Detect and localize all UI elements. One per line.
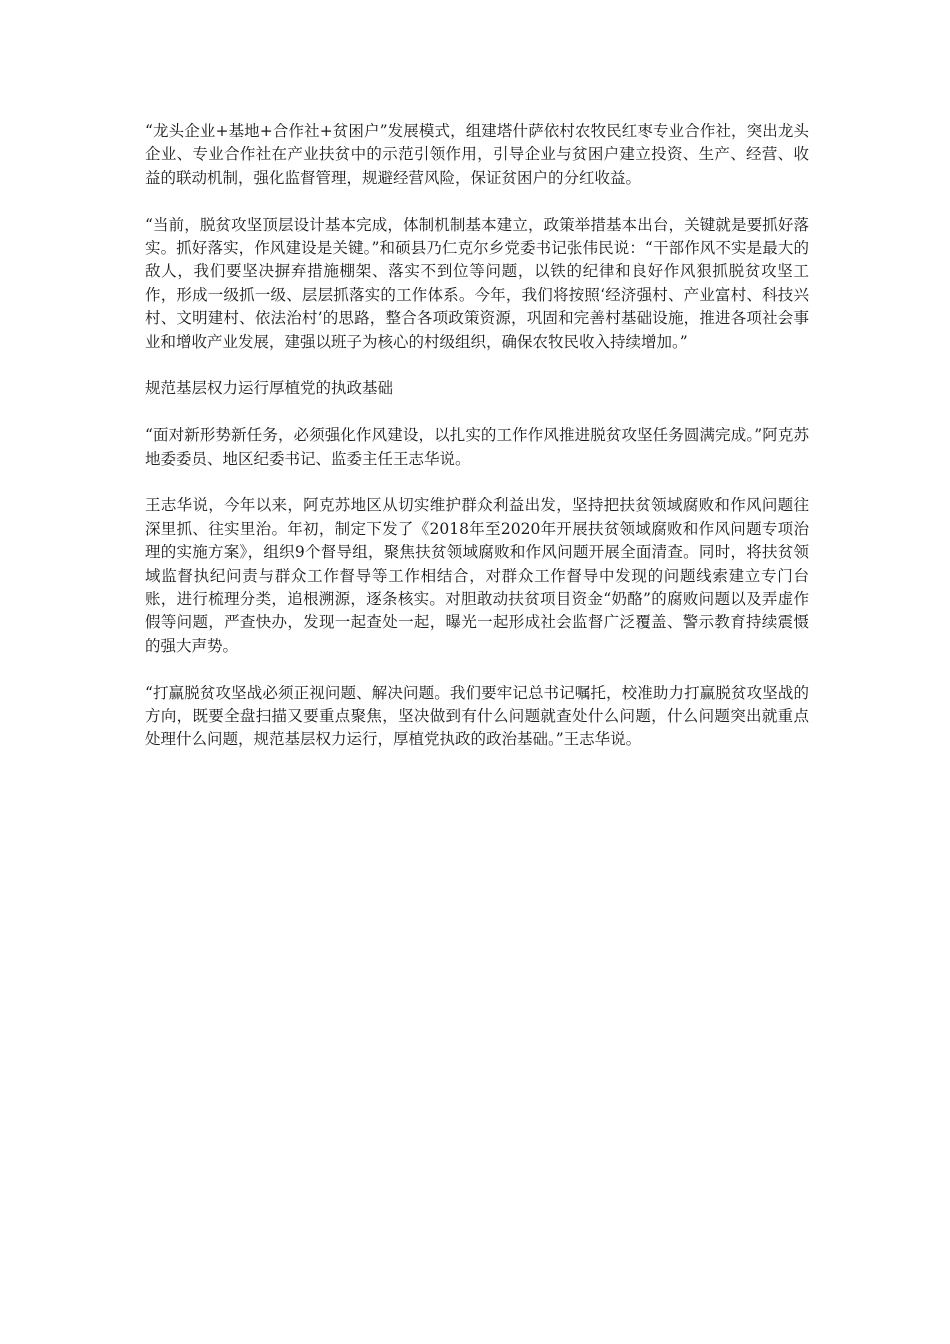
paragraph-zhang-weimin-quote: “当前，脱贫攻坚顶层设计基本完成，体制机制基本建立，政策举措基本出台，关键就是要抓好落实。抓好落实，作风建设是关键。”和硕县乃仁克尔乡党委书记张伟民说：“干部作风不实是最大的敌人，我们要坚决摒弃措施棚架、落实不到位等问题，以铁的纪律和良好作风狠抓脱贫攻坚工作，形成一级抓一级、层层抓落实的工作体系。今年，我们将按照‘经济强村、产业富村、科技兴村、文明建村、依法治村’的思路，整合各项政策资源，巩固和完善村基础设施，推进各项社会事业和增收产业发展，建强以班子为核心的村级组织，确保农牧民收入持续增加。” xyxy=(145,215,809,351)
paragraph-closing-quote: “打赢脱贫攻坚战必须正视问题、解决问题。我们要牢记总书记嘱托，校准助力打赢脱贫攻坚战的方向，既要全盘扫描又要重点聚焦，坚决做到有什么问题就查处什么问题，什么问题突出就重点处理什么问题，规范基层权力运行，厚植党执政的政治基础。”王志华说。 xyxy=(145,683,809,749)
document-body xyxy=(145,120,809,775)
paragraph-wang-zhihua-quote: “面对新形势新任务，必须强化作风建设，以扎实的工作作风推进脱贫攻坚任务圆满完成。”阿克苏地委委员、地区纪委书记、监委主任王志华说。 xyxy=(145,426,809,468)
paragraph-cooperative-model: “龙头企业+基地+合作社+贫困户”发展模式，组建塔什萨依村农牧民红枣专业合作社，突出龙头企业、专业合作社在产业扶贫中的示范引领作用，引导企业与贫困户建立投资、生产、经营、收益的联动机制，强化监督管理，规避经营风险，保证贫困户的分红收益。 xyxy=(145,122,809,187)
section-heading: 规范基层权力运行厚植党的执政基础 xyxy=(145,379,394,398)
paragraph-aksu-anticorruption: 王志华说，今年以来，阿克苏地区从切实维护群众利益出发，坚持把扶贫领域腐败和作风问题往深里抓、往实里治。年初，制定下发了《2018年至2020年开展扶贫领域腐败和作风问题专项治理的实施方案》，组织9个督导组，聚焦扶贫领域腐败和作风问题开展全面清查。同时，将扶贫领域监督执纪问责与群众工作督导等工作相结合，对群众工作督导中发现的问题线索建立专门台账，进行梳理分类，追根溯源，逐条核实。对胆敢动扶贫项目资金“奶酪”的腐败问题以及弄虚作假等问题，严查快办，发现一起查处一起，曝光一起形成社会监督广泛覆盖、警示教育持续震慑的强大声势。 xyxy=(145,496,809,655)
